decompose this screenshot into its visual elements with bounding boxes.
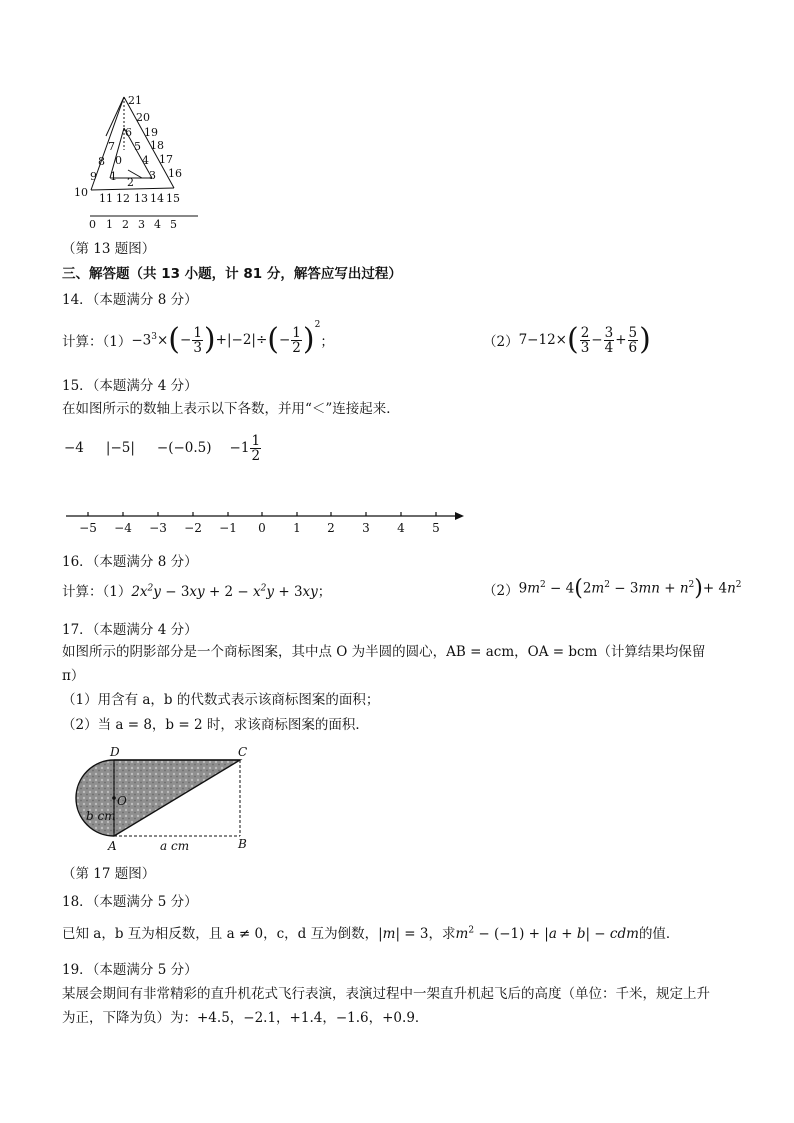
fig13-num-13: 13 (134, 192, 148, 205)
fig13-num-0: 0 (115, 154, 122, 167)
q15-tick--5: −5 (79, 521, 97, 535)
fig13-axis-3: 3 (138, 218, 145, 230)
fig13-axis-4: 4 (154, 218, 161, 230)
q19-header: 19．（本题满分 5 分） (62, 962, 198, 978)
q17-label-C: C (238, 745, 248, 759)
q17-label-bcm: b cm (86, 809, 116, 823)
fig13-caption: （第 13 题图） (62, 241, 156, 257)
fig13-num-14: 14 (150, 192, 164, 205)
q16-part1: 计算：$(1)2x^2y - 3xy + 2 - x^2y + 3xy$； (62, 583, 332, 600)
q15-number-line (64, 500, 474, 540)
fig13-num-21: 21 (128, 94, 142, 107)
fig13-num-4: 4 (142, 154, 149, 167)
fig13-axis-1: 1 (106, 218, 113, 230)
q14-part2: （2） 7−12× ( $\frac{2}{3}$ − $\frac{3}{4}$ + $\frac{5}{6}$ ) (483, 322, 651, 357)
q18-text: 已知 a，b 互为相反数，且 a ≠ 0，c，d 互为倒数，|m| = 3，求$m^2 - (-1) + |a + b|$ − cdm的值． (62, 925, 680, 942)
fig13-num-1: 1 (110, 170, 117, 183)
q17-label-D: D (110, 745, 120, 759)
fig13-num-6: 6 (125, 126, 132, 139)
fig13-axis-5: 5 (170, 218, 177, 230)
q18-header: 18．（本题满分 5 分） (62, 894, 198, 910)
q16-lead: 计算：（1） (62, 584, 132, 600)
q15-tick-5: 5 (432, 521, 440, 535)
fig13-num-16: 16 (168, 167, 182, 180)
q14-part1: 计算：（1） $-3^3\times$ ( − $\frac{1}{3}$ ) + |−2|÷ ( − $\frac{1}{2}$ ) $^2$ ； (62, 320, 334, 357)
fig13-num-20: 20 (136, 111, 150, 124)
fig13-num-3: 3 (149, 169, 156, 182)
q17-sub2: （2）当 a = 8，b = 2 时，求该商标图案的面积． (62, 717, 369, 733)
fig13-axis-0: 0 (89, 218, 96, 230)
q15-tick-4: 4 (397, 521, 405, 535)
q17-caption: （第 17 题图） (62, 866, 156, 882)
q15-tick--3: −3 (149, 521, 167, 535)
fig13-num-2: 2 (127, 176, 134, 189)
fig13-num-5: 5 (134, 140, 141, 153)
fig13-num-19: 19 (144, 126, 158, 139)
q13-triangle-figure (70, 90, 210, 230)
fig13-num-18: 18 (150, 139, 164, 152)
q19-text-line2: 为正，下降为负）为：+4.5，−2.1，+1.4，−1.6，+0.9． (62, 1010, 429, 1026)
fig13-num-17: 17 (159, 153, 173, 166)
q15-tick--2: −2 (184, 521, 202, 535)
q17-text-line1: 如图所示的阴影部分是一个商标图案，其中点 O 为半圆的圆心，AB = acm，OA = bcm（计算结果均保留 (62, 644, 706, 660)
q17-label-acm: a cm (160, 839, 190, 853)
q15-tick--1: −1 (219, 521, 237, 535)
q16-part2: （2） $9m^2 - 4$ ( $2m^2 - 3mn + n^2$ ) + $4n^2$ (483, 576, 742, 601)
section3-title: 三、解答题（共 13 小题，计 81 分，解答应写出过程） (62, 266, 402, 282)
q17-label-O: O (117, 794, 127, 808)
q17-label-B: B (238, 837, 247, 851)
q14-header: 14．（本题满分 8 分） (62, 292, 198, 308)
q14-part2-label: （2） (483, 334, 519, 350)
q17-trademark-figure (70, 742, 260, 854)
q14-lead: 计算：（1） (62, 334, 132, 350)
q15-tick-1: 1 (293, 521, 301, 535)
q15-tick-3: 3 (362, 521, 370, 535)
q15-tick-0: 0 (258, 521, 266, 535)
q17-text-line2: π） (62, 668, 85, 684)
q15-tick-2: 2 (327, 521, 335, 535)
fig13-num-9: 9 (90, 170, 97, 183)
fig13-axis-2: 2 (122, 218, 129, 230)
q17-label-A: A (108, 839, 117, 853)
q18-text-b: ，求 (428, 926, 456, 942)
q18-text-a: 已知 a，b 互为相反数，且 a ≠ 0，c，d 互为倒数， (62, 926, 379, 942)
fig13-num-8: 8 (98, 155, 105, 168)
fig13-num-15: 15 (166, 192, 180, 205)
fig13-num-10: 10 (74, 186, 88, 199)
q17-sub1: （1）用含有 a，b 的代数式表示该商标图案的面积； (62, 692, 380, 708)
q15-header: 15．（本题满分 4 分） (62, 378, 198, 394)
q16-header: 16．（本题满分 8 分） (62, 554, 198, 570)
fig13-num-11: 11 (99, 192, 113, 205)
q16-part2-label: （2） (483, 582, 519, 599)
q15-numbers: −4 |−5| −(−0.5) −1 $\frac{1}{2}$ (64, 432, 261, 464)
q15-tick--4: −4 (114, 521, 132, 535)
fig13-num-12: 12 (116, 192, 130, 205)
q19-text-line1: 某展会期间有非常精彩的直升机花式飞行表演，表演过程中一架直升机起飞后的高度（单位：千米，规定上升 (62, 986, 710, 1002)
fig13-num-7: 7 (108, 140, 115, 153)
q15-text: 在如图所示的数轴上表示以下各数，并用“＜”连接起来． (62, 401, 400, 417)
q18-text-c: 的值． (638, 926, 680, 942)
q17-header: 17．（本题满分 4 分） (62, 622, 198, 638)
